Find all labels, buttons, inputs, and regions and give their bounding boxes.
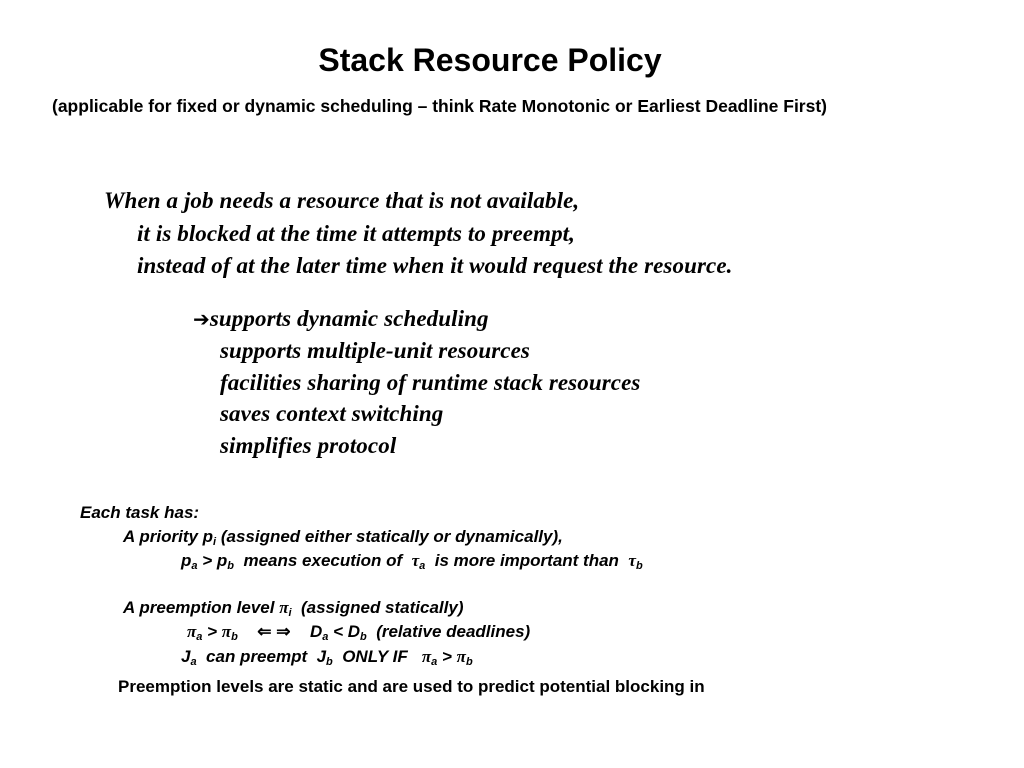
bullet-item: simplifies protocol [220, 433, 397, 458]
priority-relation-line: $p_a > p_b$ means execution of $\tau_a$ is more important than $\tau_b$ [181, 551, 643, 572]
preemption-level-line: A preemption level $\pi_i$ (assigned statically) [123, 598, 464, 619]
bullet-item: supports multiple-unit resources [220, 338, 530, 363]
bullet-item: saves context switching [220, 401, 444, 426]
preempt-rule-line: $J_a$ can preempt $J_b$ ONLY IF $\pi_a > \pi_b$ [181, 647, 473, 668]
task-heading: Each task has: [80, 503, 200, 522]
slide-subtitle: (applicable for fixed or dynamic scheduling – think Rate Monotonic or Earliest Deadline First) [52, 96, 827, 116]
hand-line-1: When a job needs a resource that is not available, [104, 188, 580, 213]
bullet-text: supports dynamic scheduling [209, 306, 489, 331]
bullet-item [193, 306, 489, 332]
priority-line: A priority $p_i$ (assigned either statically or dynamically), [123, 527, 563, 548]
footer-note: Preemption levels are static and are used to predict potential blocking in [118, 677, 705, 696]
hand-line-3: instead of at the later time when it would request the resource. [137, 253, 733, 278]
hand-line-2: it is blocked at the time it attempts to preempt, [137, 221, 576, 246]
double-arrow-icon: ⇐ ⇒ [257, 622, 291, 641]
bullet-item: facilities sharing of runtime stack resources [220, 370, 641, 395]
preemption-relation-line: $\pi_a > \pi_b$ ⇐ ⇒ $D_a < D_b$ (relative deadlines) [187, 622, 531, 643]
slide-title: Stack Resource Policy [318, 42, 662, 78]
right-arrow-icon: ➔ [193, 307, 210, 331]
